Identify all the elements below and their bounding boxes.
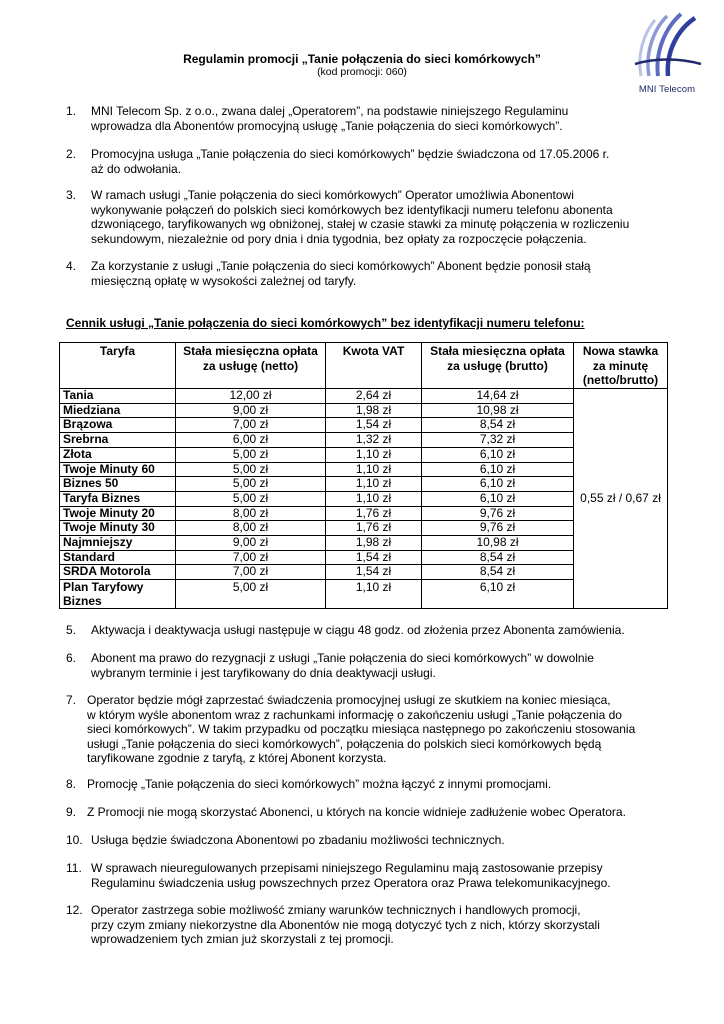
pricing-table [59, 342, 668, 609]
point-number: 7. [66, 693, 77, 707]
net-fee: 5,00 zł [176, 580, 326, 609]
per-minute-rate: 0,55 zł / 0,67 zł [574, 389, 668, 609]
point-line: wprowadzeniem tych zmian już skorzystali z tej promocji. [91, 932, 394, 947]
point-line: w którym wyśle abonentom wraz z rachunkami informację o zakończeniu usługi „Tanie połączenia do [87, 707, 622, 722]
gross-fee: 6,10 zł [422, 491, 574, 506]
gross-fee: 6,10 zł [422, 477, 574, 492]
tariff-name: SRDA Motorola [60, 565, 176, 580]
tariff-name: Taryfa Biznes [60, 491, 176, 506]
promotion-code: (kod promocji: 060) [317, 66, 407, 78]
point-line: Regulaminu świadczenia usług powszechnych przez Operatora oraz Prawa telekomunikacyjnego. [91, 875, 611, 890]
header-vat: Kwota VAT [326, 343, 422, 389]
vat-amount: 1,10 zł [326, 580, 422, 609]
point-number: 1. [66, 104, 77, 118]
vat-amount: 1,98 zł [326, 536, 422, 551]
tariff-name: Biznes 50 [60, 477, 176, 492]
gross-fee: 8,54 zł [422, 418, 574, 433]
tariff-name: Brązowa [60, 418, 176, 433]
tariff-name: Twoje Minuty 60 [60, 462, 176, 477]
net-fee: 5,00 zł [176, 447, 326, 462]
tariff-name: Miedziana [60, 403, 176, 418]
point-line: Promocyjna usługa „Tanie połączenia do sieci komórkowych” będzie świadczona od 17.05.2006 r. [91, 147, 610, 161]
point-line: wybranym terminie i jest taryfikowany do dnia deaktywacji usługi. [91, 665, 436, 680]
point-line: Abonent ma prawo do rezygnacji z usługi „Tanie połączenia do sieci komórkowych” w dowolnie [91, 651, 594, 665]
gross-fee: 6,10 zł [422, 462, 574, 477]
vat-amount: 1,10 zł [326, 477, 422, 492]
point-number: 5. [66, 623, 77, 637]
point-line: Promocję „Tanie połączenia do sieci komórkowych” można łączyć z innymi promocjami. [87, 777, 552, 791]
tariff-name: Twoje Minuty 30 [60, 521, 176, 536]
tariff-name: Standard [60, 550, 176, 565]
point-line: Z Promocji nie mogą skorzystać Abonenci, u których na koncie widnieje zadłużenie wobec Operatora. [87, 805, 626, 819]
point-line: miesięczną opłatę w wysokości zależnej od taryfy. [91, 273, 357, 288]
tariff-name: Twoje Minuty 20 [60, 506, 176, 521]
point-number: 6. [66, 651, 77, 665]
point-number: 8. [66, 777, 77, 791]
point-line: Za korzystanie z usługi „Tanie połączenia do sieci komórkowych” Abonent będzie ponosił stałą [91, 259, 591, 273]
point-line: Usługa będzie świadczona Abonentowi po zbadaniu możliwości technicznych. [91, 833, 505, 847]
vat-amount: 1,10 zł [326, 491, 422, 506]
point-number: 2. [66, 147, 77, 161]
net-fee: 5,00 zł [176, 477, 326, 492]
point-line: przy czym zmiany niekorzystne dla Abonentów nie mogą dotyczyć tych z nich, którzy skorzystali [91, 917, 600, 932]
gross-fee: 9,76 zł [422, 521, 574, 536]
point-line: sieci komórkowych”. W takim przypadku od początku miesiąca następnego po zakończeniu stosowania [87, 722, 636, 737]
point-line: wykonywanie połączeń do polskich sieci komórkowych bez identyfikacji numeru telefonu abonenta [91, 202, 613, 217]
point-line: Operator będzie mógł zaprzestać świadczenia promocyjnej usługi ze skutkiem na koniec miesiąca, [87, 693, 611, 707]
vat-amount: 1,10 zł [326, 447, 422, 462]
gross-fee: 8,54 zł [422, 550, 574, 565]
gross-fee: 6,10 zł [422, 580, 574, 609]
gross-fee: 10,98 zł [422, 403, 574, 418]
net-fee: 5,00 zł [176, 491, 326, 506]
gross-fee: 14,64 zł [422, 389, 574, 404]
vat-amount: 1,76 zł [326, 521, 422, 536]
header-rate: Nowa stawka za minutę (netto/brutto) [574, 343, 668, 389]
vat-amount: 1,98 zł [326, 403, 422, 418]
net-fee: 9,00 zł [176, 536, 326, 551]
net-fee: 7,00 zł [176, 418, 326, 433]
point-line: dzwoniącego, taryfikowanych wg obniżonej, stałej w czasie stawki za minutę połączenia w rozliczeniu [91, 217, 630, 232]
net-fee: 5,00 zł [176, 462, 326, 477]
point-number: 3. [66, 188, 77, 202]
gross-fee: 8,54 zł [422, 565, 574, 580]
net-fee: 7,00 zł [176, 550, 326, 565]
page-title: Regulamin promocji „Tanie połączenia do sieci komórkowych” [183, 52, 541, 66]
gross-fee: 7,32 zł [422, 433, 574, 448]
point-line: Operator zastrzega sobie możliwość zmiany warunków technicznych i handlowych promocji, [91, 903, 581, 917]
table-row [60, 389, 668, 404]
vat-amount: 1,76 zł [326, 506, 422, 521]
gross-fee: 6,10 zł [422, 447, 574, 462]
tariff-name: Srebrna [60, 433, 176, 448]
point-number: 4. [66, 259, 77, 273]
point-line: Aktywacja i deaktywacja usługi następuje w ciągu 48 godz. od złożenia przez Abonenta zamówienia. [91, 623, 625, 637]
point-line: MNI Telecom Sp. z o.o., zwana dalej „Operatorem”, na podstawie niniejszego Regulaminu [91, 104, 569, 118]
vat-amount: 1,54 zł [326, 550, 422, 565]
table-header-row [60, 343, 668, 389]
point-number: 9. [66, 805, 77, 819]
point-number: 12. [66, 903, 83, 917]
net-fee: 9,00 zł [176, 403, 326, 418]
tariff-name: Najmniejszy [60, 536, 176, 551]
vat-amount: 1,32 zł [326, 433, 422, 448]
net-fee: 8,00 zł [176, 521, 326, 536]
gross-fee: 9,76 zł [422, 506, 574, 521]
point-number: 10. [66, 833, 83, 847]
point-line: sekundowym, niezależnie od pory dnia i dnia tygodnia, bez opłaty za rozpoczęcie połączenia. [91, 231, 587, 246]
point-line: aż do odwołania. [91, 161, 182, 176]
point-line: wprowadza dla Abonentów promocyjną usługę „Tanie połączenia do sieci komórkowych”. [91, 118, 563, 133]
point-number: 11. [66, 861, 82, 875]
tariff-name: Tania [60, 389, 176, 404]
point-line: W ramach usługi „Tanie połączenia do sieci komórkowych” Operator umożliwia Abonentowi [91, 188, 574, 202]
vat-amount: 1,10 zł [326, 462, 422, 477]
vat-amount: 1,54 zł [326, 418, 422, 433]
net-fee: 7,00 zł [176, 565, 326, 580]
gross-fee: 10,98 zł [422, 536, 574, 551]
vat-amount: 1,54 zł [326, 565, 422, 580]
tariff-name: Plan Taryfowy Biznes [60, 580, 176, 609]
net-fee: 6,00 zł [176, 433, 326, 448]
net-fee: 8,00 zł [176, 506, 326, 521]
point-line: W sprawach nieuregulowanych przepisami niniejszego Regulaminu mają zastosowanie przepisy [91, 861, 603, 875]
net-fee: 12,00 zł [176, 389, 326, 404]
pricing-section-title: Cennik usługi „Tanie połączenia do sieci komórkowych” bez identyfikacji numeru telefonu: [66, 316, 585, 330]
header-tariff: Taryfa [60, 343, 176, 389]
tariff-name: Złota [60, 447, 176, 462]
vat-amount: 2,64 zł [326, 389, 422, 404]
point-line: taryfikowane zgodnie z taryfą, z której Abonent korzysta. [87, 751, 387, 766]
header-net-fee: Stała miesięczna opłata za usługę (netto) [176, 343, 326, 389]
point-line: usługi „Tanie połączenia do sieci komórkowych”, połączenia do polskich sieci komórkowych będą [87, 736, 602, 751]
logo-company-name: MNI Telecom [638, 84, 696, 95]
header-gross-fee: Stała miesięczna opłata za usługę (brutto) [422, 343, 574, 389]
